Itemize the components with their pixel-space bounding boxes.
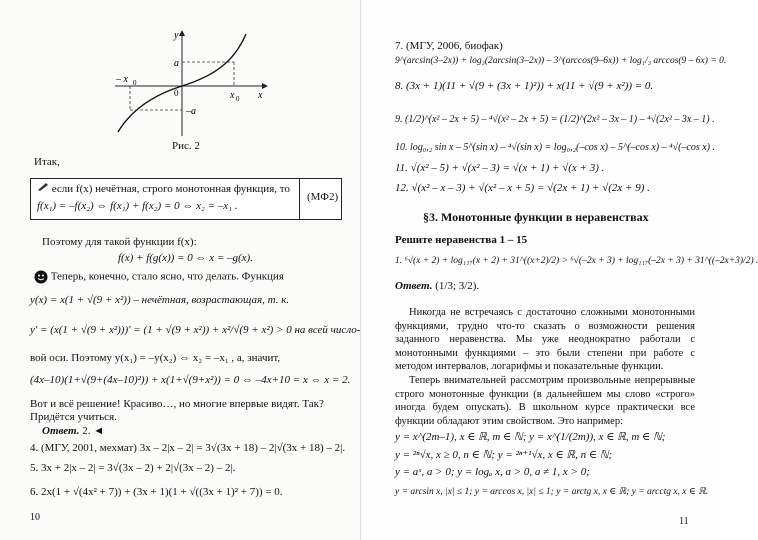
example-1: y = x^(2m–1), x ∈ ℝ, m ∈ ℕ; y = x^(1/(2m)), x ∈ ℝ, m ∈ ℕ;: [395, 431, 666, 443]
a-label: a: [174, 58, 179, 69]
problem-9: 9. (1/2)^(x² – 2x + 5) – ⁴√(x² – 2x + 5) = (1/2)^(2x² – 3x – 1) – ⁴√(2x² – 3x – 1) .: [395, 114, 715, 125]
teper-line: [34, 270, 284, 284]
theorem-tag: (МФ2): [307, 191, 339, 203]
final-equation: (4x–10)(1+√(9+(4x–10)²)) + x(1+√(9+x²)) = 0 ⇔ –4x+10 = x ⇔ x = 2.: [30, 374, 351, 386]
teper-text: Теперь, конечно, стало ясно, что делать. Функция: [50, 270, 284, 283]
problem-10: 10. log₀,₂ sin x – 5^(sin x) – ⁴√(sin x) = log₀,₂(–cos x) – 5^(–cos x) – ⁴√(–cos x) .: [395, 142, 716, 153]
problem-4: 4. (МГУ, 2001, мехмат) 3x – 2|x – 2| = 3√(3x + 18) – 2|√(3x + 18) – 2|.: [30, 442, 346, 454]
neg-a-label: –a: [186, 106, 196, 117]
formula-odd: f(x) + f(g(x)) = 0 ⇔ x = –g(x).: [118, 252, 253, 264]
x0-sub: 0: [236, 95, 240, 103]
x0-label: x: [230, 90, 235, 101]
left-page: [0, 0, 360, 540]
page-number-left: 10: [30, 512, 40, 523]
pencil-icon: [37, 182, 49, 192]
theorem-text-1: если f(x) нечётная, строго монотонная функция, то: [51, 183, 290, 195]
problem-5: 5. 3x + 2|x – 2| = 3√(3x – 2) + 2|√(3x – 2) – 2|.: [30, 462, 236, 474]
answer-right: [395, 280, 479, 292]
problem-11: 11. √(x² – 5) + √(x² – 3) = √(x + 1) + √(x + 3) .: [395, 162, 605, 174]
problem-6: 6. 2x(1 + √(4x² + 7)) + (3x + 1)(1 + √((3x + 1)² + 7)) = 0.: [30, 486, 283, 498]
problem-8: 8. (3x + 1)(11 + √(9 + (3x + 1)²)) + x(11 + √(9 + x²)) = 0.: [395, 80, 654, 92]
vot-line-2: Придётся учиться.: [30, 411, 117, 423]
function-definition: y(x) = x(1 + √(9 + x²)) – нечётная, возрастающая, т. к.: [30, 294, 290, 306]
answer-left: [42, 425, 104, 437]
smiley-icon: [34, 270, 48, 284]
x-axis-label: x: [258, 90, 263, 101]
example-3: y = aˣ, a > 0; y = logₐ x, a > 0, a ≠ 1, x > 0;: [395, 466, 590, 478]
odd-function-graph: [110, 28, 270, 138]
origin-label: 0: [174, 88, 179, 98]
problem-7-head: 7. (МГУ, 2006, биофак): [395, 40, 503, 52]
axis-line: вой оси. Поэтому y(x₁) = –y(x₂) ⇔ x₂ = –x₁ , а, значит,: [30, 352, 281, 364]
vot-line-1: Вот и всё решение! Красиво…, но многие впервые видят. Так?: [30, 398, 324, 410]
problem-7-eq: 9^(arcsin(3–2x)) + log₃(2arcsin(3–2x)) – 3^(arccos(9–6x)) + log₁/₃ arccos(9 – 6x) = 0.: [395, 56, 727, 66]
neg-x0-label: – x: [116, 74, 128, 85]
itak-text: Итак,: [34, 156, 60, 168]
problem-12: 12. √(x² – x – 3) + √(x² – x + 5) = √(2x + 1) + √(2x + 9) .: [395, 182, 650, 194]
answer-label-right: Ответ.: [395, 280, 433, 292]
paragraph-2: Теперь внимательней рассмотрим произвольные непрерывные строго монотонные функции (в дальнейшем мы слово «строго» иногда будем опускать). В школьном курсе практически все функции обладают этим свойством. Это например:: [395, 375, 695, 427]
neg-x0-sub: 0: [133, 79, 137, 87]
y-axis-label: y: [174, 30, 179, 41]
answer-value: 2. ◄: [82, 425, 105, 437]
section-heading: §3. Монотонные функции в неравенствах: [423, 210, 649, 224]
example-2: y = ²ⁿ√x, x ≥ 0, n ∈ ℕ; y = ²ⁿ⁺¹√x, x ∈ ℝ, n ∈ ℕ;: [395, 449, 613, 461]
figure-caption: Рис. 2: [172, 140, 200, 152]
derivative-line: y′ = (x(1 + √(9 + x²)))′ = (1 + √(9 + x²)) + x²/√(9 + x²) > 0 на всей число-: [30, 324, 361, 336]
solve-heading: Решите неравенства 1 – 15: [395, 234, 528, 246]
example-4: y = arcsin x, |x| ≤ 1; y = arccos x, |x| ≤ 1; y = arctg x, x ∈ ℝ; y = arcctg x, x ∈ ℝ.: [395, 487, 709, 497]
theorem-line-1: [37, 182, 290, 195]
theorem-line-2: f(x₁) = –f(x₂) ⇔ f(x₁) + f(x₂) = 0 ⇔ x₂ = –x₁ .: [37, 200, 238, 212]
poetomu-line: Поэтому для такой функции f(x):: [42, 236, 197, 248]
right-page: [360, 0, 758, 540]
page-number-right: 11: [679, 516, 689, 527]
answer-value-right: (1/3; 3/2).: [435, 280, 480, 292]
paragraph-1: Никогда не встречаясь с достаточно сложными монотонными функциями, трудно что-то сказать о возможности решения заданного неравенства. Мы уже неоднократно работали с монотонными функциями – это были степени при работе с методом интервалов, логарифмы и показательные функции.: [395, 307, 695, 372]
theorem-box: [30, 178, 342, 220]
inequality-1: 1. ⁶√(x + 2) + log₁₁₇(x + 2) + 31^((x+2)/2) > ⁶√(–2x + 3) + log₁₁₇(–2x + 3) + 31^((–2x+3)/2) .: [395, 256, 758, 266]
answer-label: Ответ.: [42, 425, 80, 437]
